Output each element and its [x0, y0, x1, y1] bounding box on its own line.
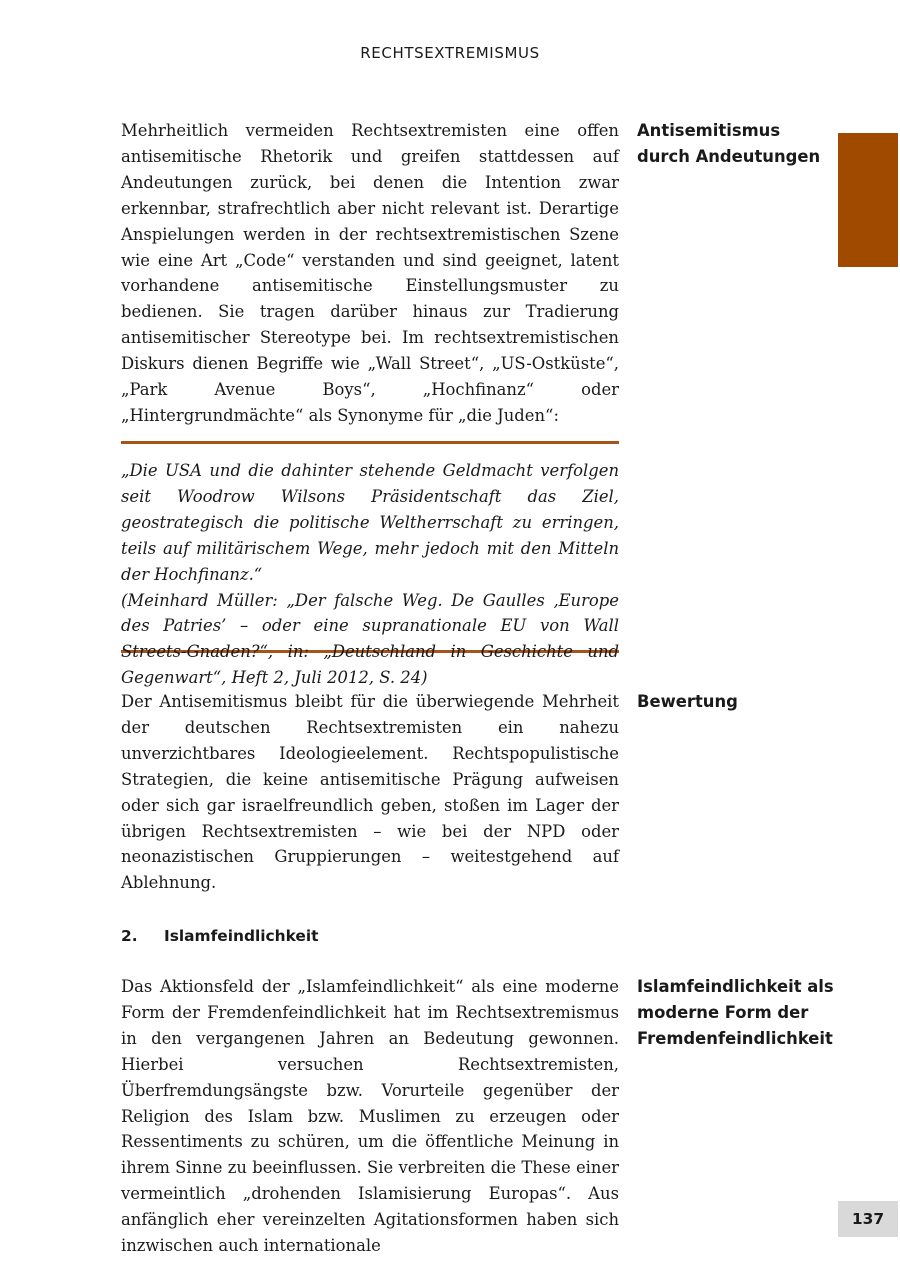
- paragraph-islamfeindlichkeit: Das Aktionsfeld der „Islamfeindlichkeit“ als eine moderne Form der Fremdenfeindlichkeit hat im Rechtsextremismus in den vergangenen Jahren an Bedeutung gewonnen. Hierbei versuchen Rechtsextremisten, Überfremdungsängste bzw. Vorurteile gegenüber der Religion des Islam bzw. Muslimen zu erzeugen oder Ressentiments zu schüren, um die öffentliche Meinung in ihrem Sinne zu beeinflussen. Sie verbreiten die These einer vermeintlich „drohenden Islamisierung Europas“. Aus anfänglich eher vereinzelten Agitationsformen haben sich inzwischen auch internationale: [121, 977, 619, 1256]
- running-header: RECHTSEXTREMISMUS: [360, 44, 540, 62]
- margin-note-bewertung: Bewertung: [637, 692, 738, 711]
- page-number: 137: [838, 1201, 898, 1237]
- paragraph-antisemitismus: Mehrheitlich vermeiden Rechtsextremisten eine offen antisemitische Rhetorik und greifen stattdessen auf Andeutungen zurück, bei denen die Intention zwar erkennbar, strafrechtlich aber nicht relevant ist. Derartige Anspielungen werden in der rechtsextremistischen Szene wie eine Art „Code“ verstanden und sind geeignet, latent vorhandene antisemitische Einstellungsmuster zu bedienen. Sie tragen darüber hinaus zur Tradierung antisemitischer Stereotype bei. Im rechtsextremistischen Diskurs dienen Begriffe wie „Wall Street“, „US-Ostküste“, „Park Avenue Boys“, „Hochfinanz“ oder „Hintergrundmächte“ als Synonyme für „die Juden“:: [121, 121, 619, 425]
- chapter-tab-marker: [838, 133, 898, 267]
- quote-text: „Die USA und die dahinter stehende Geldmacht verfolgen seit Woodrow Wilsons Präsidentschaft das Ziel, geostrategisch die politische Weltherrschaft zu erringen, teils auf militärischem Wege, mehr jedoch mit den Mitteln der Hochfinanz.“: [121, 461, 619, 584]
- margin-note-antisemitismus: Antisemitismus durch Andeutungen: [637, 121, 821, 166]
- quote-source: (Meinhard Müller: „Der falsche Weg. De Gaulles ‚Europe des Patries’ – oder eine supranationale EU von Wall Streets-Gnaden?“, in: „Deutschland in Geschichte und Gegenwart“, Heft 2, Juli 2012, S. 24): [121, 590, 619, 688]
- section-number: 2.: [121, 927, 138, 945]
- paragraph-bewertung: Der Antisemitismus bleibt für die überwiegende Mehrheit der deutschen Rechtsextremisten ein nahezu unverzichtbares Ideologieelement. Rechtspopulistische Strategien, die keine antisemitische Prägung aufweisen oder sich gar israelfreundlich geben, stoßen im Lager der übrigen Rechtsextremisten – wie bei der NPD oder neonazistischen Gruppierungen – weitestgehend auf Ablehnung.: [121, 692, 619, 893]
- margin-note-islamfeindlichkeit: Islamfeindlichkeit als moderne Form der Fremdenfeindlichkeit: [637, 977, 834, 1048]
- section-title: Islamfeindlichkeit: [164, 927, 319, 945]
- section-heading: [121, 924, 619, 948]
- quote-box: [121, 441, 619, 688]
